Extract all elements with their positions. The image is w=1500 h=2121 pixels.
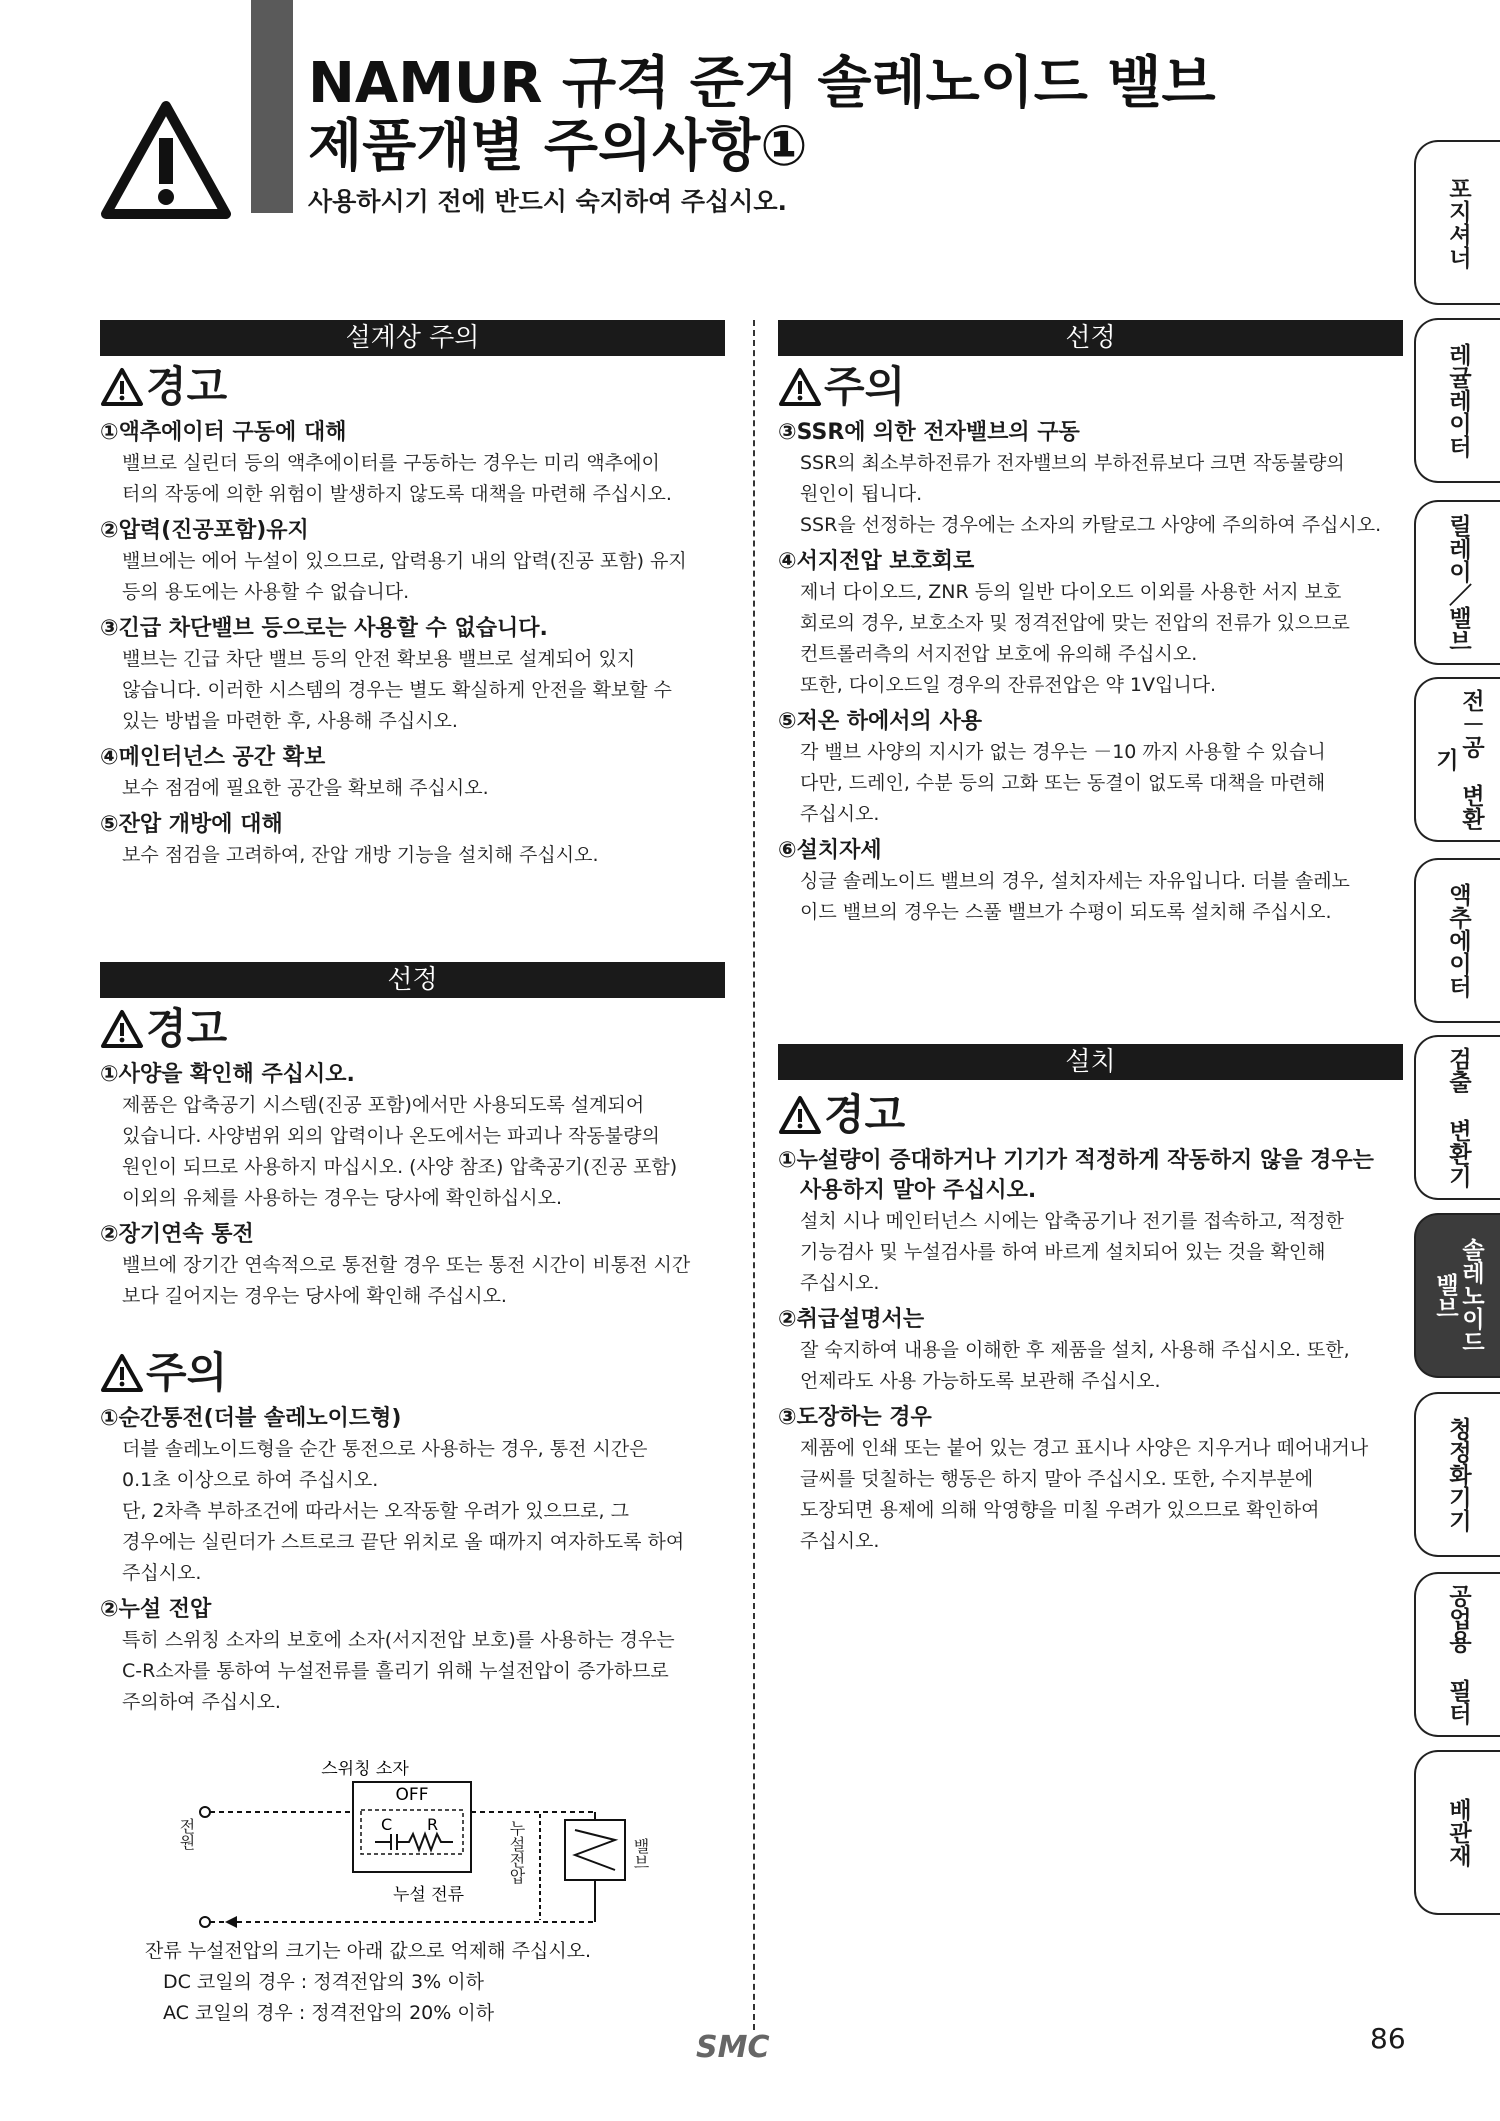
off-label: OFF xyxy=(395,1785,429,1805)
item-line: 등의 용도에는 사용할 수 없습니다. xyxy=(122,581,410,603)
page-title-line1: NAMUR 규격 준거 솔레노이드 밸브 xyxy=(308,51,1216,116)
item-title: ④메인터넌스 공간 확보 xyxy=(100,745,326,770)
warning-icon xyxy=(100,367,144,407)
precaution-item xyxy=(100,1404,725,1589)
item-title: ②누설 전압 xyxy=(100,1597,212,1622)
item-title: ⑤저온 하에서의 사용 xyxy=(778,709,982,734)
item-line: 주십시오. xyxy=(800,1530,880,1552)
item-line: 더블 솔레노이드형을 순간 통전으로 사용하는 경우, 통전 시간은 xyxy=(122,1438,648,1460)
section-header: 설치 xyxy=(778,1044,1403,1080)
item-line: 다만, 드레인, 수분 등의 고화 또는 동결이 없도록 대책을 마련해 xyxy=(800,772,1326,794)
item-line: 컨트롤러측의 서지전압 보호에 유의해 주십시오. xyxy=(800,643,1198,665)
item-line: 설치 시나 메인터넌스 시에는 압축공기나 전기를 접속하고, 적정한 xyxy=(800,1210,1344,1232)
column-divider xyxy=(753,320,755,2030)
item-body xyxy=(100,1090,725,1214)
section-header: 선정 xyxy=(100,962,725,998)
residual-voltage-note xyxy=(145,1936,591,2029)
leak-voltage-circuit-diagram xyxy=(195,1760,685,1940)
item-line: 밸브는 긴급 차단 밸브 등의 안전 확보용 밸브로 설계되어 있지 xyxy=(122,648,636,670)
item-title: ②취급설명서는 xyxy=(778,1307,925,1332)
page-number: 86 xyxy=(1370,2022,1406,2055)
item-line: 0.1초 이상으로 하여 주십시오. xyxy=(122,1469,379,1491)
smc-logo: SMC xyxy=(696,2030,770,2065)
item-body xyxy=(778,448,1403,541)
level-label: 주의 xyxy=(824,362,906,411)
item-title: ②장기연속 통전 xyxy=(100,1222,254,1247)
valve-label: 밸브 xyxy=(631,1838,650,1870)
item-line: 이외의 유체를 사용하는 경우는 당사에 확인하십시오. xyxy=(122,1187,563,1209)
item-body xyxy=(100,1250,725,1312)
tab-9[interactable] xyxy=(1414,1572,1500,1737)
item-title: ①누설량이 증대하거나 기기가 적정하게 작동하지 않을 경우는 xyxy=(778,1148,1374,1173)
item-title: ③긴급 차단밸브 등으로는 사용할 수 없습니다. xyxy=(100,616,548,641)
item-body xyxy=(100,644,725,737)
item-line: 원인이 됩니다. xyxy=(800,483,923,505)
left-column-selection xyxy=(100,962,725,1718)
tab-label: 액추에이터 xyxy=(1445,883,1471,998)
right-column xyxy=(778,320,1403,928)
item-line: 제품에 인쇄 또는 붙어 있는 경고 표시나 사양은 지우거나 떼어내거나 xyxy=(800,1437,1369,1459)
tab-6[interactable] xyxy=(1414,1035,1500,1200)
note-line: 잔류 누설전압의 크기는 아래 값으로 억제해 주십시오. xyxy=(145,1940,592,1962)
tab-label: 배관재 xyxy=(1445,1798,1471,1867)
item-body xyxy=(778,577,1403,701)
item-title: ⑤잔압 개방에 대해 xyxy=(100,812,283,837)
item-title: ②압력(진공포함)유지 xyxy=(100,518,309,543)
item-title: ③SSR에 의한 전자밸브의 구동 xyxy=(778,420,1080,445)
item-line: 단, 2차측 부하조건에 따라서는 오작동할 우려가 있으므로, 그 xyxy=(122,1500,629,1522)
item-line: 주의하여 주십시오. xyxy=(122,1691,281,1713)
item-body xyxy=(100,840,725,871)
precaution-item xyxy=(100,614,725,737)
tab-label: 검출 변환기 xyxy=(1445,1047,1471,1188)
item-line: 주십시오. xyxy=(122,1562,202,1584)
item-body xyxy=(778,1206,1403,1299)
item-title-cont: 사용하지 말아 주십시오. xyxy=(800,1178,1037,1203)
item-list xyxy=(100,418,725,871)
leak-current-label: 누설 전류 xyxy=(393,1885,465,1905)
switch-label: 스위칭 소자 xyxy=(321,1760,409,1779)
item-line: 주십시오. xyxy=(800,1272,880,1294)
page-subtitle: 사용하시기 전에 반드시 숙지하여 주십시오. xyxy=(308,187,788,216)
item-title: ①순간통전(더블 솔레노이드형) xyxy=(100,1406,402,1431)
level-label: 경고 xyxy=(146,362,228,411)
item-line: C-R소자를 통하여 누설전류를 흘리기 위해 누설전압이 증가하므로 xyxy=(122,1660,669,1682)
warning-icon xyxy=(778,367,822,407)
item-line: 잘 숙지하여 내용을 이해한 후 제품을 설치, 사용해 주십시오. 또한, xyxy=(800,1339,1350,1361)
tab-label: 전－공 변환기 xyxy=(1432,689,1484,830)
dc-coil-limit: DC 코일의 경우 : 정격전압의 3% 이하 xyxy=(163,1971,484,1993)
tab-3[interactable] xyxy=(1414,500,1500,665)
level-label: 주의 xyxy=(146,1348,228,1397)
ac-coil-limit: AC 코일의 경우 : 정격전압의 20% 이하 xyxy=(163,2002,495,2024)
item-list xyxy=(778,1146,1403,1557)
item-line: 제품은 압축공기 시스템(진공 포함)에서만 사용되도록 설계되어 xyxy=(122,1094,645,1116)
item-line: 특히 스위칭 소자의 보호에 소자(서지전압 보호)를 사용하는 경우는 xyxy=(122,1629,675,1651)
tab-label: 솔레노이드 밸브 xyxy=(1432,1238,1484,1353)
tab-4[interactable] xyxy=(1414,677,1500,842)
leak-voltage-label: 누설전압 xyxy=(507,1820,526,1884)
item-line: 있는 방법을 마련한 후, 사용해 주십시오. xyxy=(122,710,458,732)
precaution-item xyxy=(100,1595,725,1718)
item-list xyxy=(778,418,1403,928)
item-line: 싱글 솔레노이드 밸브의 경우, 설치자세는 자유입니다. 더블 솔레노 xyxy=(800,870,1350,892)
warning-level-heading xyxy=(100,362,725,412)
item-line: 각 밸브 사양의 지시가 없는 경우는 －10 까지 사용할 수 있습니 xyxy=(800,741,1326,763)
caution-level-heading xyxy=(100,1348,725,1398)
tab-label: 릴레이／밸브 xyxy=(1445,513,1471,652)
item-body xyxy=(778,737,1403,830)
item-line: 주십시오. xyxy=(800,803,880,825)
item-body xyxy=(100,448,725,510)
item-line: 언제라도 사용 가능하도록 보관해 주십시오. xyxy=(800,1370,1161,1392)
item-line: 보다 길어지는 경우는 당사에 확인해 주십시오. xyxy=(122,1285,507,1307)
tab-label: 공업용 필터 xyxy=(1445,1584,1471,1725)
item-line: 보수 점검을 고려하여, 잔압 개방 기능을 설치해 주십시오. xyxy=(122,844,599,866)
warning-level-heading xyxy=(100,1004,725,1054)
item-line: 보수 점검에 필요한 공간을 확보해 주십시오. xyxy=(122,777,489,799)
precaution-item xyxy=(778,418,1403,541)
item-body xyxy=(100,1625,725,1718)
item-title: ①사양을 확인해 주십시오. xyxy=(100,1062,355,1087)
page-title-line2: 제품개별 주의사항① xyxy=(308,114,808,179)
tab-5[interactable] xyxy=(1414,858,1500,1023)
item-body xyxy=(100,773,725,804)
item-line: 원인이 되므로 사용하지 마십시오. (사양 참조) 압축공기(진공 포함) xyxy=(122,1156,678,1178)
precaution-item xyxy=(100,1220,725,1312)
item-title: ③도장하는 경우 xyxy=(778,1405,932,1430)
item-title: ⑥설치자세 xyxy=(778,838,882,863)
precaution-item xyxy=(100,1060,725,1214)
item-line: 터의 작동에 의한 위험이 발생하지 않도록 대책을 마련해 주십시오. xyxy=(122,483,672,505)
header-accent-bar xyxy=(251,0,293,213)
tab-10[interactable] xyxy=(1414,1750,1500,1915)
precaution-item xyxy=(778,1305,1403,1397)
item-line: 밸브에 장기간 연속적으로 통전할 경우 또는 통전 시간이 비통전 시간 xyxy=(122,1254,691,1276)
item-body xyxy=(778,1433,1403,1557)
tab-label: 레귤레이터 xyxy=(1445,343,1471,458)
precaution-item xyxy=(778,1146,1403,1299)
item-title: ①액추에이터 구동에 대해 xyxy=(100,420,347,445)
right-column-install xyxy=(778,1044,1403,1557)
warning-icon xyxy=(100,1353,144,1393)
item-line: SSR의 최소부하전류가 전자밸브의 부하전류보다 크면 작동불량의 xyxy=(800,452,1345,474)
tab-7[interactable] xyxy=(1414,1213,1500,1378)
precaution-item xyxy=(100,516,725,608)
item-line: 제너 다이오드, ZNR 등의 일반 다이오드 이외를 사용한 서지 보호 xyxy=(800,581,1342,603)
item-list xyxy=(100,1060,725,1312)
precaution-item xyxy=(778,707,1403,830)
item-line: 글씨를 덧칠하는 행동은 하지 말아 주십시오. 또한, 수지부분에 xyxy=(800,1468,1314,1490)
item-line: 밸브에는 에어 누설이 있으므로, 압력용기 내의 압력(진공 포함) 유지 xyxy=(122,550,687,572)
item-body xyxy=(100,1434,725,1589)
tab-8[interactable] xyxy=(1414,1392,1500,1557)
level-label: 경고 xyxy=(146,1004,228,1053)
warning-icon xyxy=(778,1095,822,1135)
item-line: 밸브로 실린더 등의 액추에이터를 구동하는 경우는 미리 액추에이 xyxy=(122,452,660,474)
tab-2[interactable] xyxy=(1414,318,1500,483)
warning-level-heading xyxy=(778,1090,1403,1140)
warning-icon xyxy=(100,1009,144,1049)
item-line: 있습니다. 사양범위 외의 압력이나 온도에서는 파괴나 작동불량의 xyxy=(122,1125,660,1147)
caution-level-heading xyxy=(778,362,1403,412)
precaution-item xyxy=(778,547,1403,701)
item-body xyxy=(778,866,1403,928)
left-column xyxy=(100,320,725,871)
warning-triangle-icon xyxy=(100,100,232,220)
level-label: 경고 xyxy=(824,1090,906,1139)
item-line: SSR을 선정하는 경우에는 소자의 카탈로그 사양에 주의하여 주십시오. xyxy=(800,514,1382,536)
precaution-item xyxy=(100,418,725,510)
c-label: C xyxy=(381,1815,393,1834)
section-header: 설계상 주의 xyxy=(100,320,725,356)
item-line: 도장되면 용제에 의해 악영향을 미칠 우려가 있으므로 확인하여 xyxy=(800,1499,1320,1521)
precaution-item xyxy=(778,1403,1403,1557)
r-label: R xyxy=(427,1815,439,1834)
tab-label: 포지셔너 xyxy=(1445,176,1471,269)
precaution-item xyxy=(100,743,725,804)
power-label: 전원 xyxy=(177,1818,196,1850)
item-line: 않습니다. 이러한 시스템의 경우는 별도 확실하게 안전을 확보할 수 xyxy=(122,679,672,701)
item-line: 경우에는 실린더가 스트로크 끝단 위치로 올 때까지 여자하도록 하여 xyxy=(122,1531,685,1553)
precaution-item xyxy=(778,836,1403,928)
item-line: 기능검사 및 누설검사를 하여 바르게 설치되어 있는 것을 확인해 xyxy=(800,1241,1326,1263)
item-title: ④서지전압 보호회로 xyxy=(778,549,975,574)
tab-1[interactable] xyxy=(1414,140,1500,305)
item-list xyxy=(100,1404,725,1718)
item-line: 이드 밸브의 경우는 스풀 밸브가 수평이 되도록 설치해 주십시오. xyxy=(800,901,1332,923)
item-line: 또한, 다이오드일 경우의 잔류전압은 약 1V입니다. xyxy=(800,674,1217,696)
precaution-item xyxy=(100,810,725,871)
item-line: 회로의 경우, 보호소자 및 정격전압에 맞는 전압의 전류가 있으므로 xyxy=(800,612,1350,634)
item-body xyxy=(778,1335,1403,1397)
section-header: 선정 xyxy=(778,320,1403,356)
tab-label: 청정화기기 xyxy=(1445,1417,1471,1532)
item-body xyxy=(100,546,725,608)
